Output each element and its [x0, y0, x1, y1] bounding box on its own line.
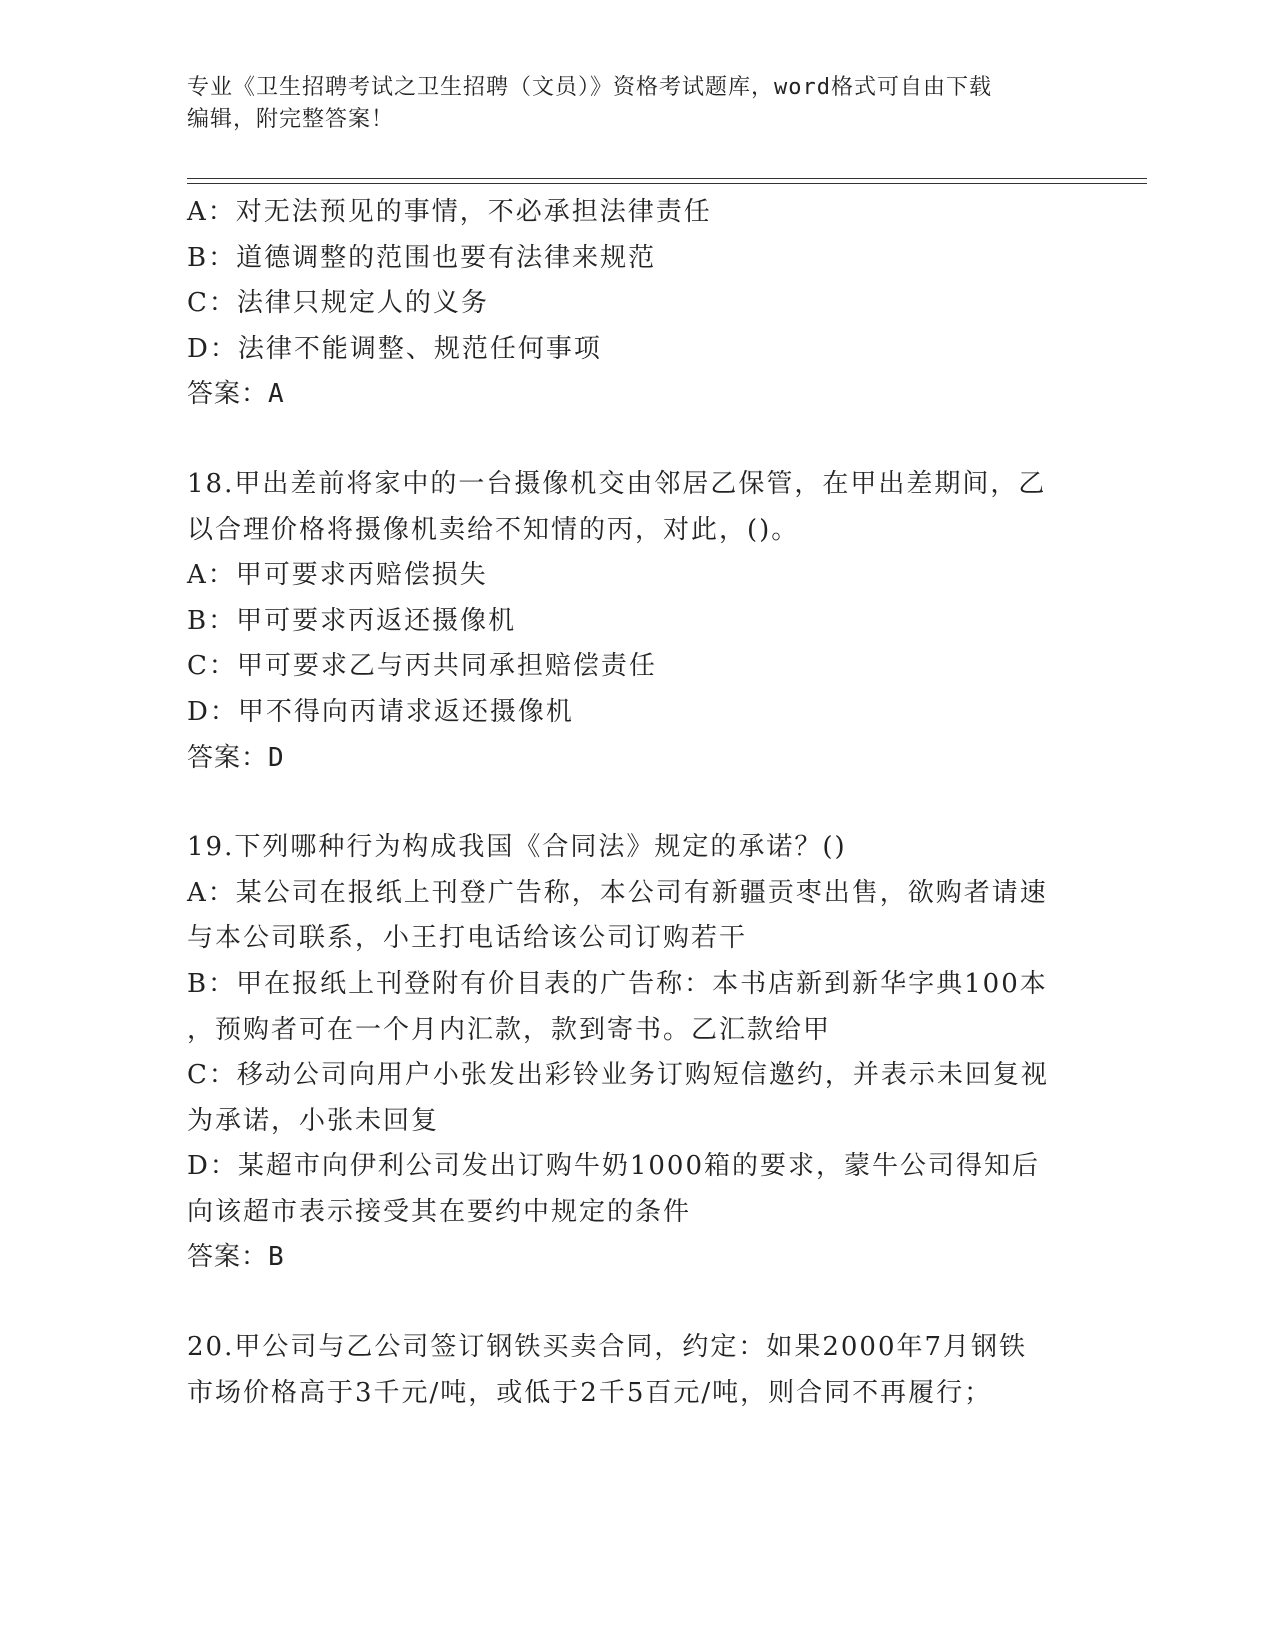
document-header	[187, 72, 1067, 136]
question-18	[187, 462, 1067, 781]
question-stem: 18.甲出差前将家中的一台摄像机交由邻居乙保管，在甲出差期间，乙	[187, 468, 1047, 499]
spacer	[187, 781, 1067, 825]
option-a: A：对无法预见的事情，不必承担法律责任	[187, 197, 712, 227]
option-a: A：某公司在报纸上刊登广告称，本公司有新疆贡枣出售，欲购者请速	[187, 877, 1048, 908]
option-d: D：某超市向伊利公司发出订购牛奶1000箱的要求，蒙牛公司得知后	[187, 1151, 1041, 1182]
question-stem-continued: 以合理价格将摄像机卖给不知情的丙，对此，()。	[187, 514, 800, 545]
spacer	[187, 418, 1067, 462]
question-19	[187, 825, 1067, 1281]
answer: 答案：B	[187, 1242, 285, 1273]
option-c: C：甲可要求乙与丙共同承担赔偿责任	[187, 651, 657, 682]
option-d: D：甲不得向丙请求返还摄像机	[187, 696, 574, 727]
option-c: C：法律只规定人的义务	[187, 288, 489, 319]
header-divider-bottom	[187, 183, 1147, 184]
question-stem-continued: 市场价格高于3千元/吨，或低于2千5百元/吨，则合同不再履行；	[187, 1377, 993, 1408]
option-b-continued: ，预购者可在一个月内汇款，款到寄书。乙汇款给甲	[187, 1014, 832, 1045]
question-list	[187, 190, 1067, 1416]
question-stem: 20.甲公司与乙公司签订钢铁买卖合同，约定：如果2000年7月钢铁	[187, 1332, 1028, 1363]
option-b: B：甲可要求丙返还摄像机	[187, 605, 517, 636]
question-17	[187, 190, 1067, 418]
header-line-2: 编辑，附完整答案！	[187, 107, 395, 132]
option-d: D：法律不能调整、规范任何事项	[187, 333, 602, 364]
answer: 答案：A	[187, 379, 285, 410]
question-20	[187, 1325, 1067, 1416]
header-line-1: 专业《卫生招聘考试之卫生招聘（文员）》资格考试题库，word格式可自由下载	[187, 75, 992, 100]
answer: 答案：D	[187, 742, 285, 773]
option-b: B：甲在报纸上刊登附有价目表的广告称：本书店新到新华字典100本	[187, 968, 1048, 999]
question-stem: 19.下列哪种行为构成我国《合同法》规定的承诺？()	[187, 832, 847, 863]
spacer	[187, 1281, 1067, 1325]
option-b: B：道德调整的范围也要有法律来规范	[187, 242, 657, 273]
option-c-continued: 为承诺，小张未回复	[187, 1105, 440, 1136]
option-c: C：移动公司向用户小张发出彩铃业务订购短信邀约，并表示未回复视	[187, 1060, 1049, 1091]
option-d-continued: 向该超市表示接受其在要约中规定的条件	[187, 1196, 692, 1227]
option-a: A：甲可要求丙赔偿损失	[187, 560, 488, 591]
header-divider-top	[187, 178, 1147, 179]
option-a-continued: 与本公司联系，小王打电话给该公司订购若干	[187, 923, 748, 954]
